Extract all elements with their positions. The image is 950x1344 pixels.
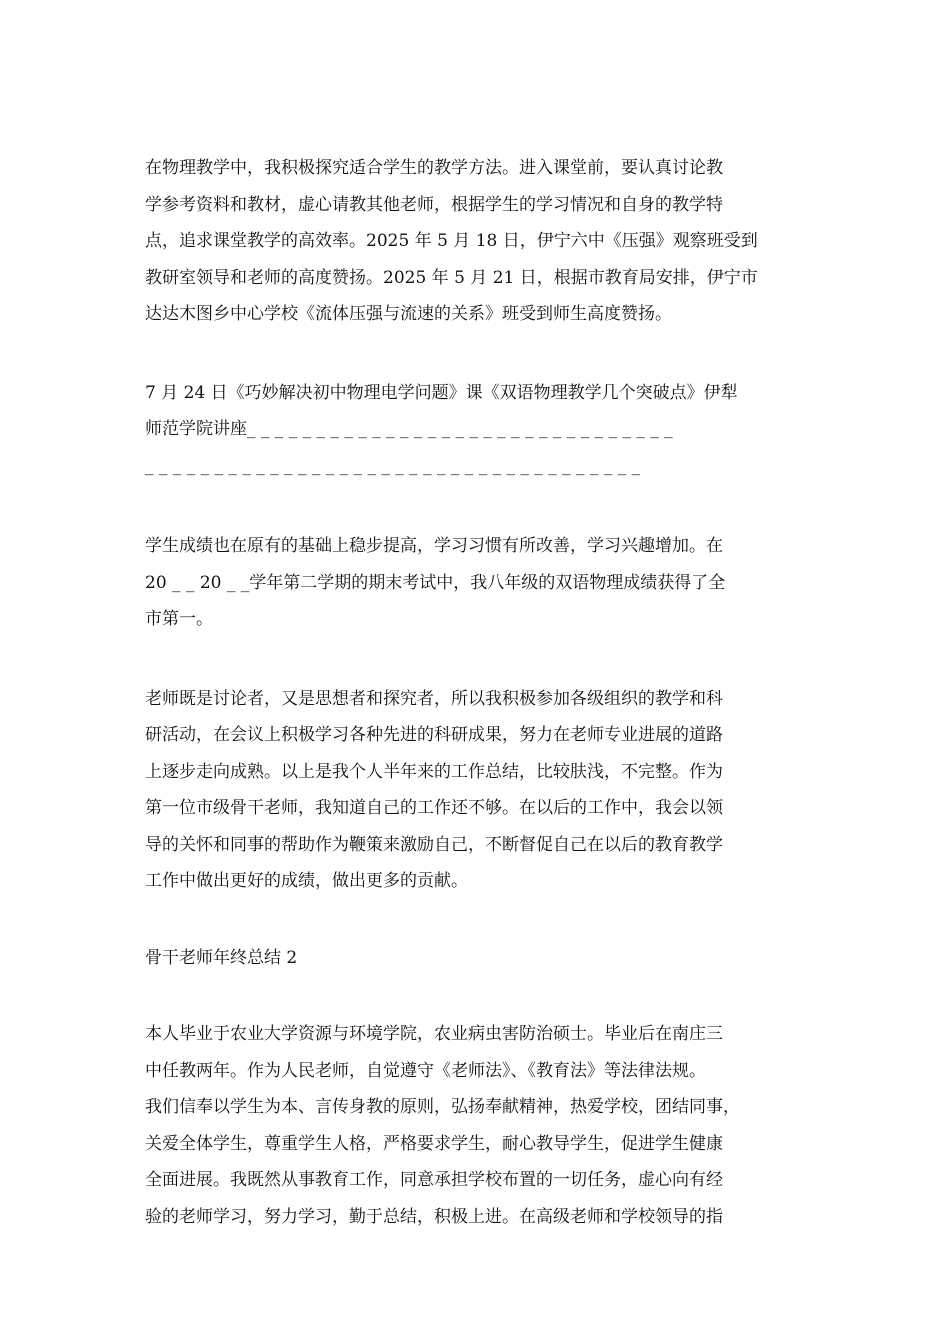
- text-line: 20 _ _ 20 _ _学年第二学期的期末考试中，我八年级的双语物理成绩获得了全: [145, 572, 726, 593]
- paragraph-spacer: [145, 484, 810, 528]
- text-line: 学参考资料和教材，虚心请教其他老师，根据学生的学习情况和自身的教学特: [145, 194, 723, 215]
- paragraph-spacer: [145, 638, 810, 681]
- document-body: [145, 150, 810, 1235]
- text-line: 中任教两年。作为人民老师，自觉遵守《老师法》、《教育法》等法律法规。: [145, 1060, 706, 1081]
- text-line: 研活动，在会议上积极学习各种先进的科研成果，努力在老师专业进展的道路: [145, 725, 723, 745]
- text-line: 上逐步走向成熟。以上是我个人半年来的工作总结，比较肤浅，不完整。作为: [145, 761, 723, 782]
- paragraph-lecture: [145, 375, 810, 485]
- text-line: 验的老师学习，努力学习，勤于总结，积极上进。在高级老师和学校领导的指: [145, 1206, 723, 1227]
- text-line: _ _ _ _ _ _ _ _ _ _ _ _ _ _ _ _ _ _ _ _ _ _ _ _ _ _ _ _ _ _ _ _ _ _ _ _: [145, 455, 641, 476]
- text-line: 本人毕业于农业大学资源与环境学院，农业病虫害防治硕士。毕业后在南庄三: [145, 1024, 723, 1044]
- paragraph-spacer: [145, 333, 810, 375]
- text-line: 师范学院讲座_ _ _ _ _ _ _ _ _ _ _ _ _ _ _ _ _ _ _ _ _ _ _ _ _ _ _ _ _ _ _: [145, 419, 673, 439]
- paragraph-teaching-methods: [145, 150, 810, 333]
- text-line: 工作中做出更好的成绩，做出更多的贡献。: [145, 871, 468, 891]
- paragraph-summary: [145, 681, 810, 900]
- text-line: 7 月 24 日《巧妙解决初中物理电学问题》课《双语物理教学几个突破点》伊犁: [145, 382, 738, 403]
- paragraph-spacer: [145, 900, 810, 940]
- text-line: 第一位市级骨干老师，我知道自己的工作还不够。在以后的工作中，我会以领: [145, 798, 723, 818]
- section-heading: [145, 940, 810, 977]
- text-line: 市第一。: [145, 609, 213, 629]
- text-line: 导的关怀和同事的帮助作为鞭策来激励自己，不断督促自己在以后的教育教学: [145, 834, 723, 855]
- text-line: 我们信奉以学生为本、言传身教的原则，弘扬奉献精神，热爱学校，团结同事，: [145, 1097, 740, 1117]
- text-line: 关爱全体学生，尊重学生人格，严格要求学生，耐心教导学生，促进学生健康: [145, 1133, 723, 1154]
- paragraph-background: [145, 1016, 810, 1235]
- heading-text: 骨干老师年终总结 2: [145, 947, 298, 968]
- text-line: 老师既是讨论者，又是思想者和探究者，所以我积极参加各级组织的教学和科: [145, 688, 723, 709]
- text-line: 全面进展。我既然从事教育工作，同意承担学校布置的一切任务，虚心向有经: [145, 1170, 723, 1190]
- text-line: 点，追求课堂教学的高效率。2025 年 5 月 18 日，伊宁六中《压强》观察班受到: [145, 231, 758, 251]
- text-line: 达达木图乡中心学校《流体压强与流速的关系》班受到师生高度赞扬。: [145, 304, 672, 324]
- text-line: 教研室领导和老师的高度赞扬。2025 年 5 月 21 日，根据市教育局安排，伊宁市: [145, 267, 758, 288]
- text-line: 在物理教学中，我积极探究适合学生的教学方法。进入课堂前，要认真讨论教: [145, 158, 723, 178]
- paragraph-student-results: [145, 528, 810, 638]
- text-line: 学生成绩也在原有的基础上稳步提高，学习习惯有所改善，学习兴趣增加。在: [145, 536, 723, 556]
- paragraph-spacer: [145, 976, 810, 1016]
